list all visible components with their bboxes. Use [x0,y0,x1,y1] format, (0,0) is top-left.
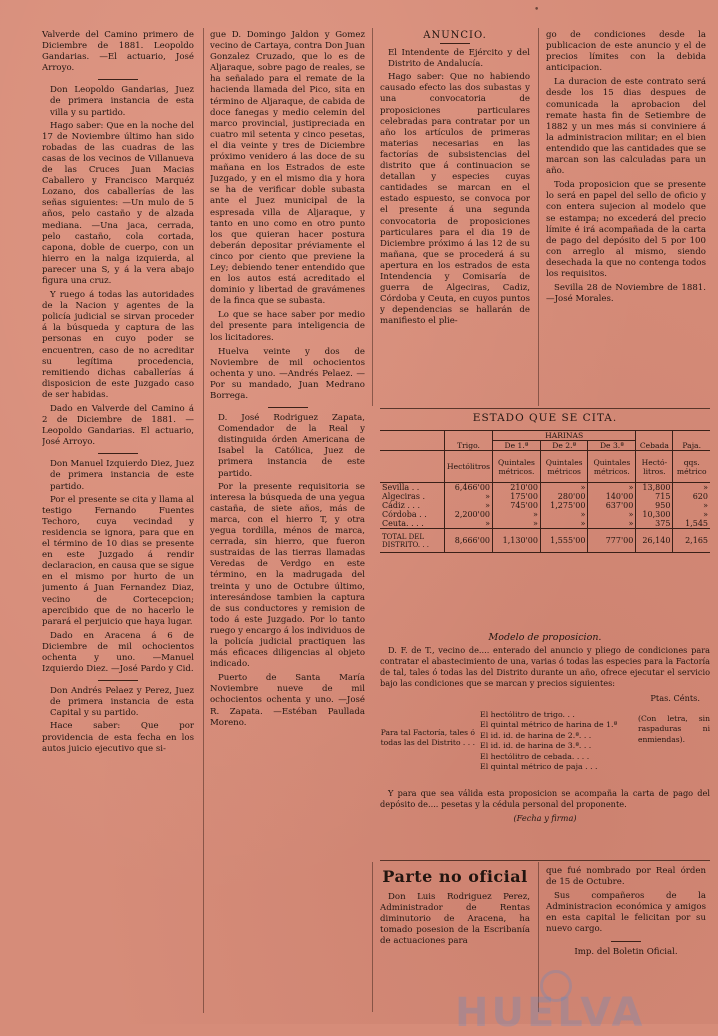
column-rule-3 [538,28,539,406]
row-h2: » [540,519,588,529]
edict-header-zapata: D. José Rodriguez Zapata, Comendador de la Real y distinguida órden Americana de Isabel la Católica, Juez de primera instancia de este partido. [218,413,365,479]
table-bottom-rule [380,553,710,556]
row-trigo: » [445,492,493,501]
anuncio-header: El Intendente de Ejército y del Distrito de Andalucía. [388,48,530,70]
estado-title: ESTADO QUE SE CITA. [472,412,618,424]
parte-section [380,868,530,950]
col-header-1: De 1.ª [493,441,541,451]
unit-cebada: Hectó-litros. [636,451,673,483]
row-h3: » [588,519,636,529]
unit-blank [380,451,445,483]
edict-body: Hace saber: Que por providencia de esta fecha en los autos juicio ejecutivo que si- [42,721,194,754]
row-h2: 280'00 [540,492,588,501]
estado-row [380,510,710,519]
row-h3: » [588,483,636,493]
column-3 [380,30,530,410]
breakdown-items [480,710,635,772]
breakdown-left: Para tal Factoría, tales ó todas las del Distrito . . . [380,728,475,747]
anuncio-signature: Sevilla 28 de Noviembre de 1881. —José Morales. [546,283,706,305]
parte-body: Sus compañeros de la Administracion económica y amigos en esta capital le felicitan por su nuevo cargo. [546,891,706,935]
estado-row [380,519,710,529]
unit-2: Quintales métricos [540,451,588,483]
estado-row [380,501,710,510]
edict-signature: Dado en Aracena á 6 de Diciembre de mil ochocientos ochenta y uno. —Manuel Izquierdo Diez. —José Pardo y Cid. [42,630,194,675]
row-h2: 1,275'00 [540,501,588,510]
modelo-body: D. F. de T., vecino de.... enterado del anuncio y pliego de condiciones para contratar el abastecimiento de una, varias ó todas las especies para la Factoría de tal, tales ó todas las del Distrito durante un año, ofrece ejecutar el servicio bajo las condiciones que se marcan y precios siguientes: [380,645,710,688]
breakdown-item: El hectólitro de trigo. . . [480,710,575,719]
separator [611,941,641,942]
separator [440,43,470,44]
total-h2: 1,555'00 [540,529,588,553]
breakdown-item: El id. id. de harina de 3.ª. . . [480,741,592,751]
breakdown-item: El quintal métrico de harina de 1.ª [480,720,618,730]
total-label: TOTAL DEL DISTRITO. . . [380,529,445,553]
unit-trigo: Hectólitros [445,451,493,483]
row-h1: 175'00 [493,492,541,501]
estado-table [380,430,710,555]
edict-body: Lo que se hace saber por medio del presente para inteligencia de los licitadores. [210,310,365,343]
row-h1: 210'00 [493,483,541,493]
row-paja: 620 [673,492,710,501]
edict-body: Hago saber: Que en la noche del 17 de Noviembre último han sido robadas de las cuadras de las casas de los vecinos de Villanueva de las Cruces Juan Macias Caballero y Francisco Marquéz Lozano, dos caballerías de las señas siguientes: —Un mulo de 5 años, pelo castaño y de alzada mediana. —Una jaca, cerrada, pelo castaño, cola cortada, capona, doble de cuerpo, con un hierro en la nalga izquierda, al parecer una S, y á la vera abajo figura una cruz. [42,120,194,286]
total-h3: 777'00 [588,529,636,553]
row-trigo: » [445,519,493,529]
anuncio-body: Toda proposicion que se presente lo será en papel del sello de oficio y con entera sujecion al modelo que se estampa; no excederá del precio límite é irá acompañada de la carta de pago del depósito del 5 por 100 con arreglo al mismo, siendo desechada la que no contenga todos los requisitos. [546,180,706,279]
row-cebada: 950 [636,501,673,510]
breakdown-item: El hectólitro de cebada. . . . [480,751,590,761]
modelo-title: Modelo de proposicion. [488,632,602,643]
row-trigo: » [445,501,493,510]
row-cebada: 13,800 [636,483,673,493]
parte-section-continued [546,866,706,961]
row-name: Cádiz . . . [382,501,421,510]
total-trigo: 8,666'00 [445,529,493,553]
col-header-trigo: Trigo. [445,431,493,451]
column-rule-2 [372,28,373,406]
row-h1: 745'00 [493,501,541,510]
modelo-section [380,632,710,824]
col-header-blank [380,431,445,451]
row-h2: » [540,483,588,493]
modelo-signature: (Fecha y firma) [513,813,577,823]
edict-header-gandarias: Don Leopoldo Gandarias, Juez de primera instancia de esta villa y su partido. [50,85,194,118]
rule [380,408,710,409]
row-cebada: 10,300 [636,510,673,519]
edict-signature: Huelva veinte y dos de Noviembre de mil ochocientos ochenta y uno. —Andrés Pelaez. —Por su mandado, Juan Medrano Borrega. [210,346,365,401]
parte-body: que fué nombrado por Real órden de 15 de Octubre. [546,866,706,888]
edict-header-pelaez: Don Andrés Pelaez y Perez, Juez de primera instancia de esta Capital y su partido. [50,686,194,719]
edict-header-izquierdo: Don Manuel Izquierdo Diez, Juez de primera instancia de este partido. [50,459,194,492]
unit-paja: qqs. métrico [673,451,710,483]
edict-body: Por el presente se cita y llama al testigo Fernando Fuentes Techoro, cuya vecindad y residencia se ignora, para que en el término de 10 dias se presente en este Juzgado á rendir declaracion, en causa que se sigue en el mismo por hurto de un jumento á Juan Fernandez Diaz, vecino de Cortecepcion; apercibido que de no hacerlo le parará el perjuicio que haya lugar. [42,494,194,627]
anuncio-title: ANUNCIO. [423,30,487,41]
modelo-body: Y para que sea válida esta proposicion se acompaña la carta de pago del depósito de.... pesetas y la cédula personal del proponente. [380,788,710,809]
edict-body: Y ruego á todas las autoridades de la Nacion y agentes de la policía judicial se sirvan proceder á la búsqueda y captura de las personas en cuyo poder se encuentren, caso de no acreditar su legítima procedencia, remitiendo dichas caballerías á disposicion de este Juzgado caso de ser habidas. [42,290,194,400]
unit-1: Quintales métricos. [493,451,541,483]
row-h3: » [588,510,636,519]
estado-row [380,483,710,493]
row-name: Algeciras . [382,492,426,501]
ptas-header: Ptas. Cénts. [650,693,700,703]
separator [98,680,138,681]
edict-body: gue D. Domingo Jaldon y Gomez vecino de Cartaya, contra Don Juan Gonzalez Cruzado, que lo es de Aljaraque, sobre pago de reales, se ha señalado para el remate de la hacienda llamada del Pico, sita en término de Aljaraque, de cabida de doce fanegas y medio celemin del marco provincial, justipreciada en cuatro mil setenta y cinco pesetas, el dia veinte y tres de Diciembre próximo venidero á las doce de su mañana en los Estrados de este Juzgado, y en el mismo dia y hora se ha de verificar doble subasta ante el Juez municipal de la espresada villa de Aljaraque, y tanto en uno como en otro punto los que quieran hacer postura deberán depositar préviamente el cinco por ciento que previene la Ley; debiendo tener entendido que en los autos está acreditado el dominio y libertad de gravámenes de la finca que se subasta. [210,30,365,307]
page-mark: • [534,5,540,15]
row-h1: » [493,510,541,519]
row-name: Ceuta. . . . [382,519,424,528]
edict-body: Por la presente requisitoria se interesa la búsqueda de una yegua castaña, de siete años, más de marca, con el hierro T, y otra yegua tordilla, ménos de marca, cerrada, sin hierro, que fueron sustraidas de las tierras llamadas Veredas de Verdgo en este término, en la madrugada del treinta y uno de Octubre último, interesándose tambien la captura de sus conductores y remision de todo á este Juzgado. Por lo tanto ruego y encargo á los individuos de la policía judicial practiquen las más eficaces diligencias al objeto indicado. [210,481,365,670]
row-h1: » [493,519,541,529]
row-name: Córdoba . . [382,510,427,519]
breakdown-note: (Con letra, sin raspaduras ni enmiendas). [638,714,710,744]
total-h1: 1,130'00 [493,529,541,553]
row-paja: » [673,483,710,493]
row-cebada: 715 [636,492,673,501]
row-paja: 1,545 [673,519,710,529]
edict-closing-valverde: Valverde del Camino primero de Diciembre de 1881. Leopoldo Gandarias. —El actuario, José Arroyo. [42,30,194,74]
modelo-breakdown [380,710,710,782]
anuncio-body: Hago saber: Que no habiendo causado efecto las dos subastas y una convocatoria de proposiciones particulares celebradas para contratar por un año los artículos de primeras materias necesarias en las factorías de subsistencias del distrito que á continuacion se detallan y especies cuyas cantidades se marcan en el estado espuesto, se convoca por el presente á una segunda convocatoria de proposiciones particulares para el dia 19 de Diciembre próximo á las 12 de su mañana, que se procederá á su apertura en los estrados de esta Intendencia y Comisaría de guerra de Algeciras, Cadiz, Córdoba y Ceuta, en cuyos puntos y dependencias se hallarán de manifiesto el plie- [380,72,530,327]
row-paja: » [673,501,710,510]
row-h3: 637'00 [588,501,636,510]
col-header-3: De 3.ª [588,441,636,451]
rule [380,860,710,861]
archive-watermark: HUELVA [455,990,646,1036]
estado-rows [380,483,710,529]
column-1 [42,30,194,1015]
separator [268,407,308,408]
col-header-paja: Paja. [673,431,710,451]
anuncio-body: La duracion de este contrato será desde los 15 dias despues de comunicada la aprobacion del remate hasta fin de Setiembre de 1882 y un mes más si conviniere á la administracion militar; en el bien entendido que las cantidades que se marcan son las calculadas para un año. [546,77,706,177]
row-paja: » [673,510,710,519]
row-trigo: 6,466'00 [445,483,493,493]
column-2 [210,30,365,1015]
breakdown-item: El quintal métrico de paja . . . [480,762,598,772]
row-name: Sevilla . . [382,483,420,492]
col-header-cebada: Cebada [636,431,673,451]
column-rule-1 [203,28,204,1013]
row-h2: » [540,510,588,519]
total-paja: 2,165 [673,529,710,553]
separator [98,453,138,454]
row-h3: 140'00 [588,492,636,501]
unit-3: Quintales métricos. [588,451,636,483]
total-cebada: 26,140 [636,529,673,553]
col-header-2: De 2.ª [540,441,588,451]
column-rule-4 [372,862,373,1012]
parte-body: Don Luis Rodriguez Perez, Administrador de Rentas diminutorio de Aracena, ha tomado posesion de la Escribanía de actuaciones para [380,892,530,947]
estado-row [380,492,710,501]
printer-imprint: Imp. del Boletin Oficial. [574,946,678,957]
separator [98,79,138,80]
row-trigo: 2,200'00 [445,510,493,519]
column-4 [546,30,706,410]
anuncio-body: go de condiciones desde la publicacion de este anuncio y el de precios límites con la debida anticipacion. [546,30,706,74]
col-header-harinas: HARINAS [493,431,636,441]
row-cebada: 375 [636,519,673,529]
edict-signature: Dado en Valverde del Camino á 2 de Diciembre de 1881. —Leopoldo Gandarias. El actuario, José Arroyo. [42,404,194,448]
parte-title: Parte no oficial [382,867,528,886]
breakdown-item: El id. id. de harina de 2.ª. . . [480,730,592,740]
estado-table-wrap [380,430,710,555]
edict-signature: Puerto de Santa María Noviembre nueve de mil ochocientos ochenta y uno. —José R. Zapata. —Estéban Paullada Moreno. [210,673,365,728]
